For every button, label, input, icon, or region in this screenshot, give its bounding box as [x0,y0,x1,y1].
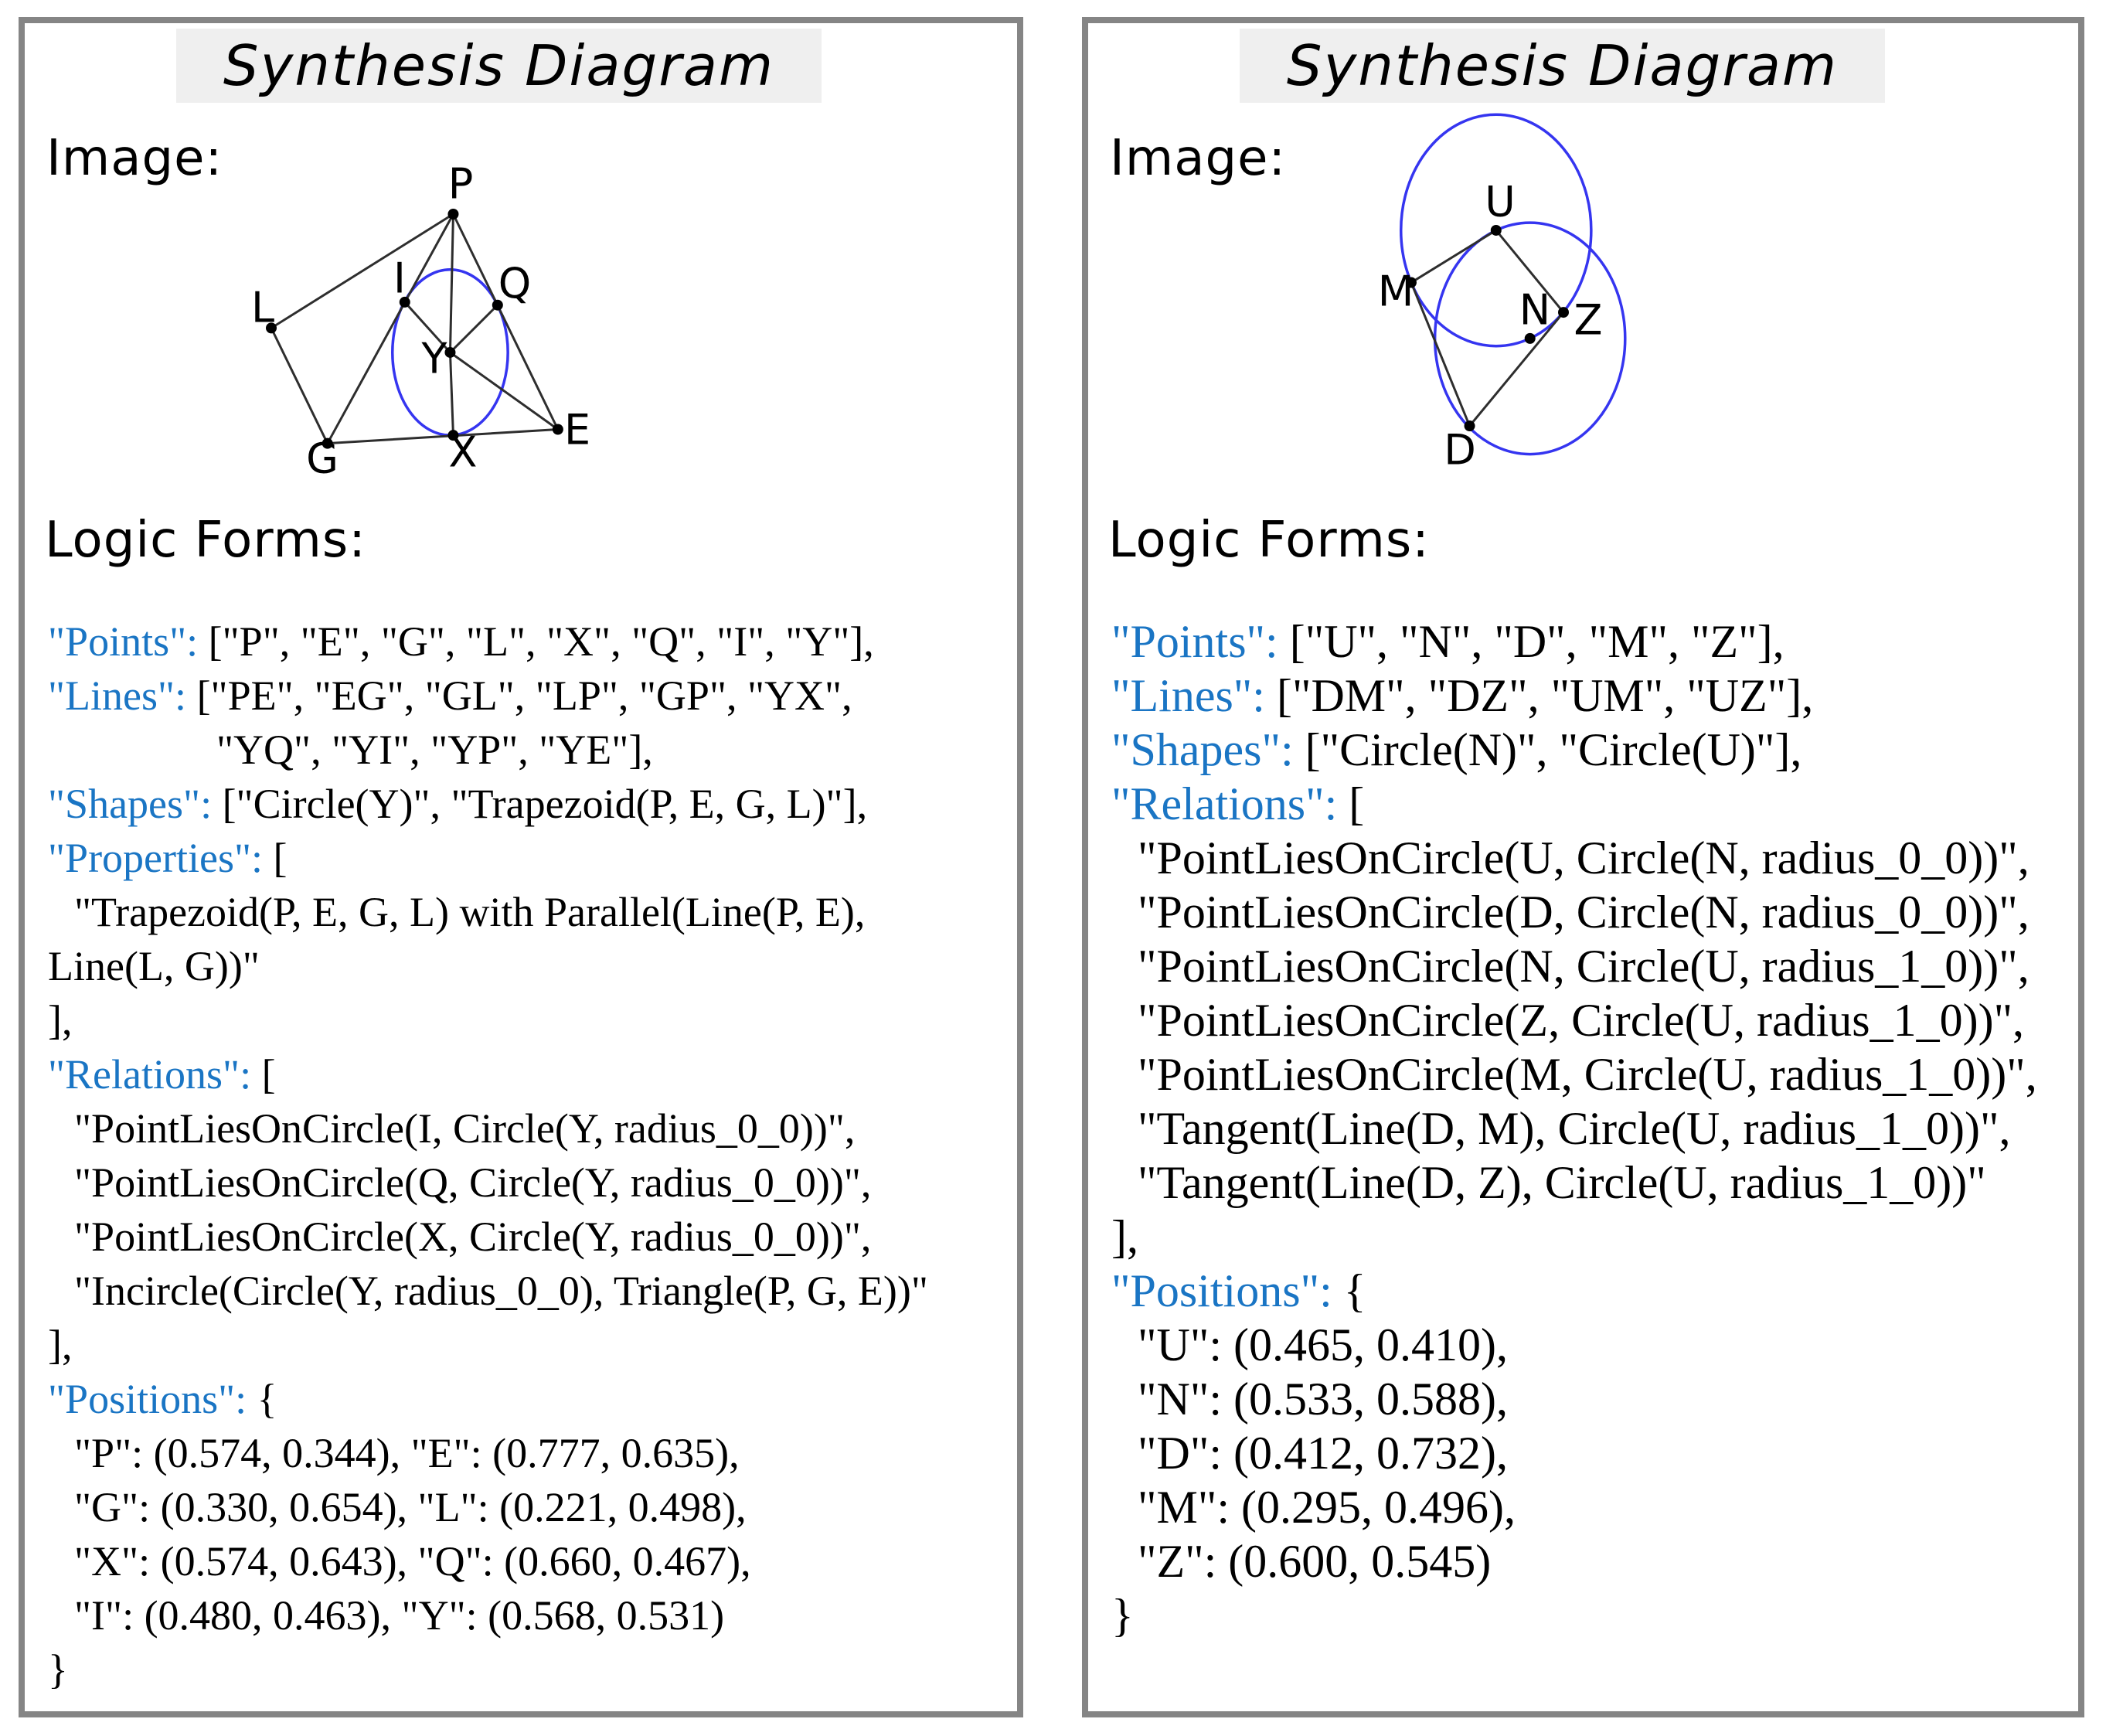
logic-forms-label: Logic Forms: [1108,512,1430,569]
logic-form-line [48,1426,1014,1480]
logic-value: "Tangent(Line(D, Z), Circle(U, radius_1_0))" [1138,1157,1986,1208]
logic-key: "Properties": [48,835,264,881]
logic-form-line [48,1210,1014,1264]
logic-form-line [1111,1534,2077,1588]
logic-form-line [48,1318,1014,1372]
point-N [1525,333,1536,344]
logic-value: [ [1337,778,1365,829]
logic-value: "PointLiesOnCircle(D, Circle(N, radius_0_0))", [1138,887,2029,938]
logic-form-line [1111,777,2077,831]
line-YQ [450,305,497,352]
synthesis-panel-left [19,17,1023,1717]
logic-value: "Tangent(Line(D, M), Circle(U, radius_1_0))", [1138,1103,2011,1154]
logic-value: "P": (0.574, 0.344), "E": (0.777, 0.635), [74,1430,740,1476]
point-label-X: X [448,427,478,477]
logic-form-line [1111,1588,2077,1642]
logic-value: { [247,1376,277,1422]
logic-value: "D": (0.412, 0.732), [1138,1428,1508,1479]
logic-value: "PointLiesOnCircle(X, Circle(Y, radius_0_0))", [74,1213,872,1260]
logic-form-line [48,777,1014,831]
synthesis-panel-right [1082,17,2084,1717]
line-LP [271,214,453,328]
logic-form-line [1111,831,2077,885]
logic-form-line [48,831,1014,885]
panel-title: Synthesis Diagram [223,33,775,98]
line-YX [450,352,453,435]
point-label-E: E [563,405,591,454]
logic-value: ["U", "N", "D", "M", "Z"], [1278,616,1784,667]
point-label-I: I [393,254,406,303]
point-label-N: N [1519,285,1551,335]
logic-key: "Points": [48,618,199,665]
logic-value: "G": (0.330, 0.654), "L": (0.221, 0.498), [74,1484,747,1530]
logic-value: "M": (0.295, 0.496), [1138,1482,1516,1533]
line-EG [328,429,558,443]
logic-form-line [1111,1101,2077,1156]
point-label-Y: Y [421,334,447,383]
logic-value: "PointLiesOnCircle(Z, Circle(U, radius_1_0))", [1138,995,2025,1046]
point-E [553,424,563,434]
panel-title: Synthesis Diagram [1286,33,1839,98]
logic-value: { [1332,1265,1366,1316]
logic-form-line [48,1156,1014,1210]
logic-form-line [1111,614,2077,669]
logic-form-line [48,1101,1014,1156]
logic-value: "Trapezoid(P, E, G, L) with Parallel(Line(P, E), [74,889,866,935]
logic-value: } [48,1646,68,1693]
logic-form-line [48,1480,1014,1534]
image-section-label: Image: [46,130,223,187]
logic-form-line [48,614,1014,669]
logic-form-line [1111,1264,2077,1318]
logic-value: "PointLiesOnCircle(U, Circle(N, radius_0_0))", [1138,832,2029,883]
line-YP [450,214,453,352]
logic-value: "Incircle(Circle(Y, radius_0_0), Triangle(P, G, E))" [74,1268,928,1314]
point-label-U: U [1485,177,1516,226]
logic-lines [1111,614,2077,1642]
line-GP [328,214,454,444]
point-label-G: G [306,434,339,483]
logic-lines [48,614,1014,1697]
logic-form-line [1111,939,2077,993]
point-P [447,209,458,220]
logic-value: "PointLiesOnCircle(Q, Circle(Y, radius_0_0))", [74,1159,872,1206]
logic-form-line [1111,1047,2077,1101]
logic-form-line [1111,1426,2077,1480]
point-label-Q: Q [498,259,532,308]
logic-form-line [48,1047,1014,1101]
logic-value: Line(L, G))" [48,943,260,989]
logic-value: "I": (0.480, 0.463), "Y": (0.568, 0.531) [74,1592,725,1639]
logic-form-line [48,1372,1014,1426]
logic-value: "YQ", "YI", "YP", "YE"], [216,727,653,773]
logic-key: "Lines": [1111,670,1265,721]
logic-value: "PointLiesOnCircle(N, Circle(U, radius_1_0))", [1138,941,2029,992]
logic-form-line [48,1588,1014,1642]
image-section-label: Image: [1110,130,1286,187]
logic-value: ["PE", "EG", "GL", "LP", "GP", "YX", [186,672,852,719]
line-YE [450,352,557,430]
point-label-M: M [1377,267,1414,316]
logic-form-line [1111,1210,2077,1264]
logic-form-line [48,1534,1014,1588]
logic-value: ], [48,997,73,1043]
logic-forms-label: Logic Forms: [45,512,366,569]
logic-form-line [1111,1156,2077,1210]
logic-key: "Shapes": [48,781,213,827]
logic-form-line [48,885,1014,939]
logic-key: "Relations": [1111,778,1338,829]
logic-key: "Positions": [1111,1265,1332,1316]
logic-form-line [48,939,1014,993]
line-UM [1411,230,1496,283]
logic-value: [ [263,835,287,881]
logic-value: ["Circle(Y)", "Trapezoid(P, E, G, L)"], [212,781,868,827]
logic-value: [ [251,1051,276,1098]
logic-form-line [48,1642,1014,1697]
logic-key: "Shapes": [1111,724,1294,775]
logic-value: ], [48,1322,73,1368]
logic-form-line [1111,993,2077,1047]
logic-key: "Relations": [48,1051,252,1098]
logic-form-line [1111,1480,2077,1534]
logic-form-line [1111,885,2077,939]
logic-value: "PointLiesOnCircle(I, Circle(Y, radius_0_0))", [74,1105,856,1152]
logic-form-line [48,993,1014,1047]
logic-value: "Z": (0.600, 0.545) [1138,1536,1492,1587]
point-label-D: D [1444,425,1476,475]
logic-value: } [1111,1590,1134,1641]
logic-form-line [1111,1318,2077,1372]
logic-form-line [1111,1372,2077,1426]
logic-form-line [48,723,1014,777]
logic-value: ["DM", "DZ", "UM", "UZ"], [1264,670,1814,721]
line-PE [453,214,557,429]
logic-value: "U": (0.465, 0.410), [1138,1319,1508,1370]
logic-value: ["P", "E", "G", "L", "X", "Q", "I", "Y"], [198,618,874,665]
logic-form-line [48,669,1014,723]
logic-value: "N": (0.533, 0.588), [1138,1373,1508,1425]
logic-key: "Points": [1111,616,1278,667]
point-U [1491,225,1502,236]
point-Z [1558,307,1569,318]
logic-value: "X": (0.574, 0.643), "Q": (0.660, 0.467), [74,1538,751,1585]
logic-key: "Positions": [48,1376,247,1422]
logic-key: "Lines": [48,672,187,719]
logic-form-line [48,1264,1014,1318]
logic-value: ], [1111,1211,1138,1262]
line-GL [271,328,328,443]
logic-form-line [1111,669,2077,723]
logic-value: "PointLiesOnCircle(M, Circle(U, radius_1_0))", [1138,1049,2037,1100]
point-label-L: L [250,283,275,332]
logic-value: ["Circle(N)", "Circle(U)"], [1293,724,1802,775]
logic-form-line [1111,723,2077,777]
point-label-Z: Z [1574,295,1603,345]
point-label-P: P [447,159,474,209]
